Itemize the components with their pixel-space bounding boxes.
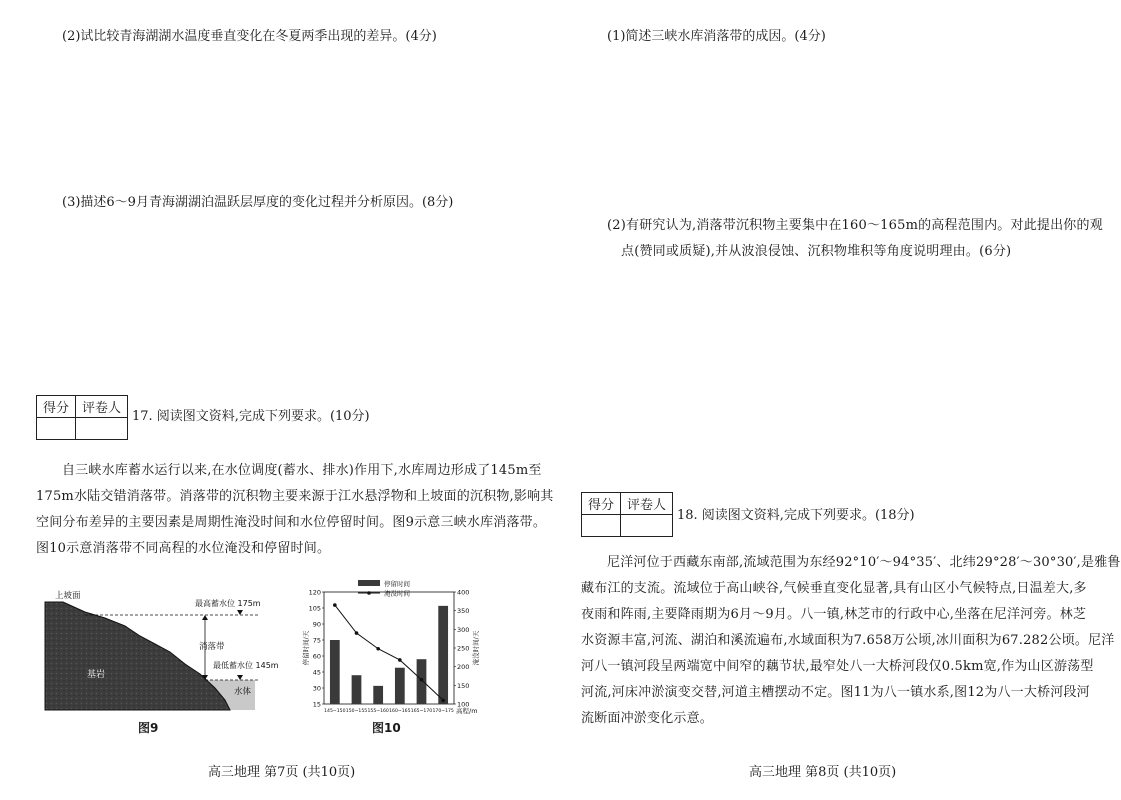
passage-line: 水资源丰富,河流、湖泊和溪流遍布,水域面积为7.658万公顷,冰川面积为67.282公顷。尼洋: [581, 633, 1115, 648]
min-level-label: 最低蓄水位 145m: [213, 661, 279, 670]
passage-line: 空间分布差异的主要因素是周期性淹没时间和水位停留时间。图9示意三峡水库消落带。: [36, 515, 547, 530]
y-tick-label: 60: [312, 652, 321, 661]
y-tick-label: 90: [312, 620, 321, 629]
upper-slope-label: 上坡面: [55, 591, 81, 601]
y2-tick-label: 300: [457, 625, 470, 634]
question-17-2: [607, 213, 1103, 265]
y-tick-label: 75: [312, 636, 321, 645]
point-submerge-time: [355, 631, 359, 635]
question-line: 点(赞同或质疑),并从波浪侵蚀、沉积物堆积等角度说明理由。(6分): [621, 244, 1012, 259]
question-17-title: 17. 阅读图文资料,完成下列要求。(10分): [132, 409, 370, 424]
question-18-passage: [581, 550, 1121, 732]
left-page: [0, 0, 554, 800]
reviewer-cell[interactable]: [621, 515, 673, 537]
reviewer-header: 评卷人: [621, 493, 673, 515]
legend-line-label: 淹没时间: [384, 589, 410, 598]
bar-stay-time: [352, 675, 362, 704]
passage-line: 自三峡水库蓄水运行以来,在水位调度(蓄水、排水)作用下,水库周边形成了145m至: [62, 463, 542, 478]
question-16-3: (3)描述6～9月青海湖湖泊温跃层厚度的变化过程并分析原因。(8分): [62, 195, 454, 210]
legend-bar-swatch: [358, 580, 380, 586]
bar-stay-time: [330, 640, 340, 704]
point-submerge-time: [376, 647, 380, 651]
figure-9-caption: 图9: [138, 721, 159, 735]
question-17-1: (1)简述三峡水库消落带的成因。(4分): [607, 29, 826, 44]
y2-tick-label: 250: [457, 644, 470, 653]
x-tick-label: 145~150: [324, 709, 346, 714]
passage-line: 175m水陆交错消落带。消落带的沉积物主要来源于江水悬浮物和上坡面的沉积物,影响其: [36, 489, 554, 504]
legend-bar-label: 停留时间: [384, 580, 410, 588]
y-tick-label: 105: [308, 604, 321, 613]
figure-10-caption: 图10: [372, 721, 401, 735]
score-box: [581, 492, 673, 537]
legend-line-marker: [367, 591, 371, 595]
question-18-title: 18. 阅读图文资料,完成下列要求。(18分): [677, 508, 915, 523]
y2-axis-label: 淹没时间/天: [472, 630, 480, 666]
drawdown-zone-label: 消落带: [199, 642, 225, 652]
question-17-passage: [36, 458, 554, 562]
passage-line: 图10示意消落带不同高程的水位淹没和停留时间。: [36, 541, 331, 556]
bedrock-label: 基岩: [87, 670, 106, 680]
passage-line: 尼洋河位于西藏东南部,流域范围为东经92°10′～94°35′、北纬29°28′～30°30′,是雅鲁: [607, 555, 1121, 570]
x-axis-label: 高程/m: [456, 707, 478, 715]
score-cell[interactable]: [582, 515, 621, 537]
y-axis-label: 停留时间/天: [302, 630, 310, 666]
x-tick-label: 170~175: [432, 709, 454, 714]
point-submerge-time: [420, 678, 424, 682]
max-level-label: 最高蓄水位 175m: [195, 599, 261, 608]
figure-9-diagram: [45, 582, 279, 712]
y2-tick-label: 200: [457, 663, 470, 672]
y2-tick-label: 350: [457, 607, 470, 616]
score-header: 得分: [37, 396, 76, 418]
bar-stay-time: [373, 686, 383, 704]
reviewer-header: 评卷人: [76, 396, 128, 418]
y-tick-label: 30: [312, 684, 321, 693]
x-tick-label: 160~165: [389, 709, 411, 714]
question-line: (2)有研究认为,消落带沉积物主要集中在160～165m的高程范围内。对此提出你的观: [607, 218, 1103, 233]
score-box: [36, 395, 128, 440]
y2-tick-label: 100: [457, 700, 470, 709]
line-submerge-time: [335, 605, 443, 700]
passage-line: 藏布江的支流。流域位于高山峡谷,气候垂直变化显著,具有山区小气候特点,日温差大,多: [581, 581, 1087, 596]
y-tick-label: 45: [312, 668, 321, 677]
score-header: 得分: [582, 493, 621, 515]
page-footer: 高三地理 第8页 (共10页): [749, 765, 897, 780]
y2-tick-label: 150: [457, 681, 470, 690]
bar-stay-time: [417, 659, 427, 704]
page-footer: 高三地理 第7页 (共10页): [208, 765, 356, 780]
passage-line: 河八一镇河段呈两端宽中间窄的藕节状,最窄处八一大桥河段仅0.5km宽,作为山区游荡型: [581, 659, 1094, 674]
plot-frame: [324, 592, 454, 704]
point-submerge-time: [398, 658, 402, 662]
y-tick-label: 120: [308, 588, 321, 597]
figure-10-chart: [298, 578, 484, 734]
x-tick-label: 165~170: [410, 709, 433, 714]
score-cell[interactable]: [37, 418, 76, 440]
passage-line: 河流,河床冲淤演变交替,河道主槽摆动不定。图11为八一镇水系,图12为八一大桥河段河: [581, 685, 1090, 700]
right-page: [551, 0, 1121, 800]
y-tick-label: 15: [312, 700, 321, 709]
passage-line: 流断面冲淤变化示意。: [581, 711, 714, 726]
x-tick-label: 155~160: [367, 709, 389, 714]
y2-tick-label: 400: [457, 588, 470, 597]
x-tick-label: 150~155: [345, 709, 368, 714]
bar-stay-time: [438, 606, 448, 704]
point-submerge-time: [333, 603, 337, 607]
bar-stay-time: [395, 668, 405, 704]
water-label: 水体: [234, 687, 252, 697]
passage-line: 夜雨和阵雨,主要降雨期为6月～9月。八一镇,林芝市的行政中心,坐落在尼洋河旁。林芝: [581, 607, 1087, 622]
point-submerge-time: [441, 698, 445, 702]
reviewer-cell[interactable]: [76, 418, 128, 440]
question-16-2: (2)试比较青海湖湖水温度垂直变化在冬夏两季出现的差异。(4分): [62, 29, 437, 44]
